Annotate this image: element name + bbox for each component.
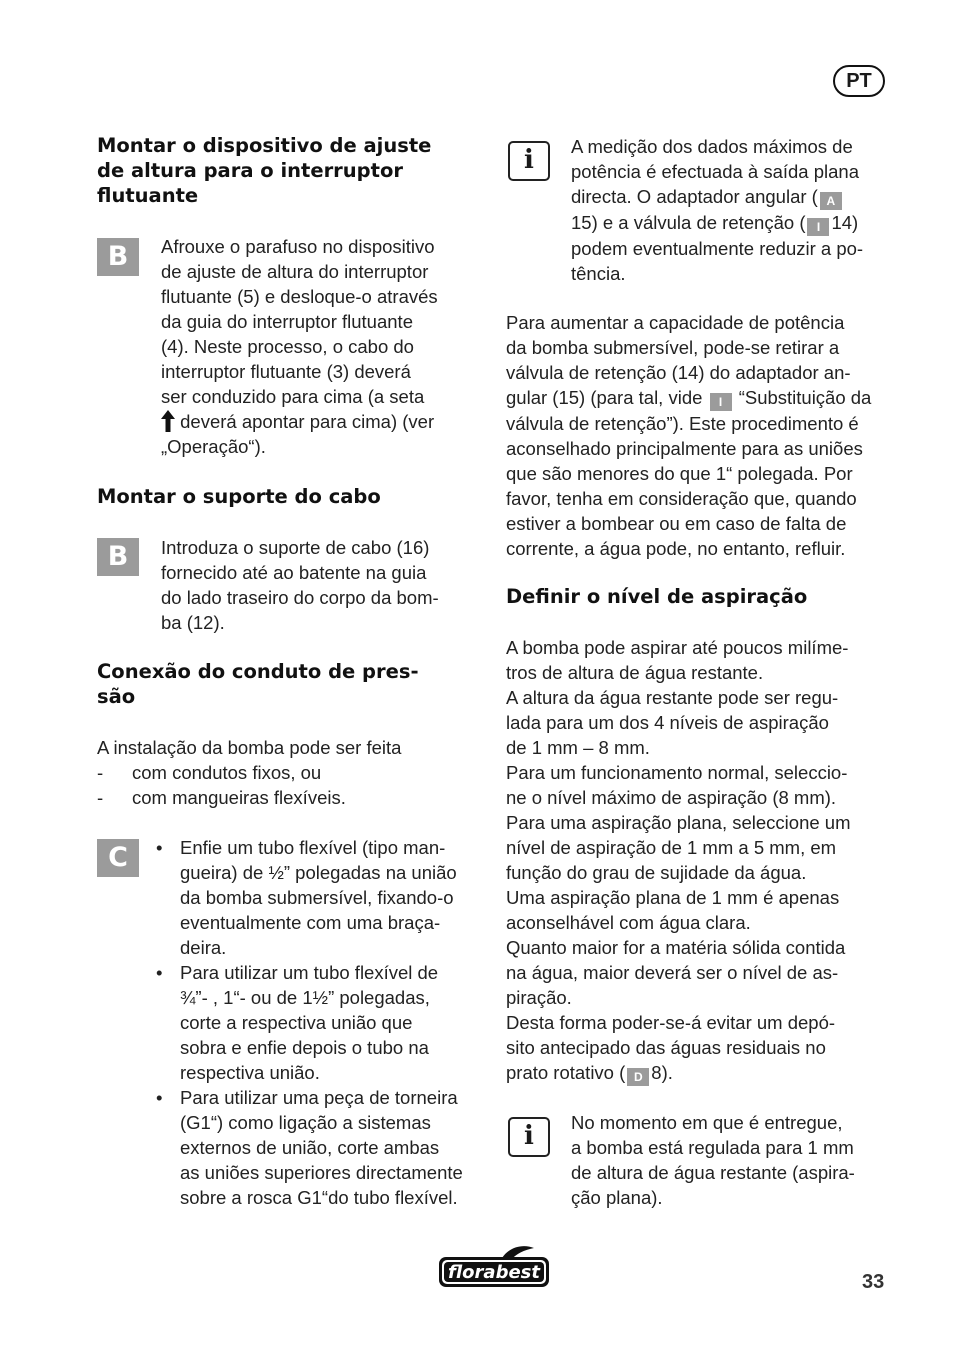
text-line: corrente, a água pode, no entanto, refluir. (506, 538, 846, 559)
logo-text: florabest (448, 1262, 540, 1283)
text-line: • Para utilizar um tubo flexível de (180, 962, 439, 983)
dash-marker: - (97, 787, 104, 808)
text-line: válvula de retenção (14) do adaptador an- (506, 362, 851, 383)
bullet-list (156, 835, 486, 1210)
text-line: favor, tenha em consideração que, quando (506, 488, 857, 509)
heading-line: Montar o dispositivo de ajuste (97, 134, 432, 157)
text-line: válvula de retenção”). Este procedimento é (506, 413, 859, 434)
text-line (161, 409, 481, 434)
heading-line: são (97, 685, 136, 708)
text-line: ba (12). (161, 612, 225, 633)
text-line: Afrouxe o parafuso no dispositivo (161, 236, 435, 257)
text-line: ser conduzido para cima (a seta (161, 386, 425, 407)
text-line (506, 1060, 896, 1086)
text-line: aconselhado principalmente para as uniões (506, 438, 863, 459)
figure-ref-box-b: B (97, 538, 139, 576)
text-line: sobra e enfie depois o tubo na (180, 1037, 429, 1058)
text-line: A instalação da bomba pode ser feita (97, 737, 402, 758)
text-line: piração. (506, 987, 572, 1008)
dash-marker: - (97, 762, 104, 783)
dash-list-item (97, 785, 487, 810)
text-line: No momento em que é entregue, (571, 1112, 843, 1133)
text-line: deira. (180, 937, 227, 958)
text-line: • Enfie um tubo flexível (tipo man- (180, 837, 446, 858)
figure-ref-i: I (807, 218, 829, 236)
florabest-logo (436, 1244, 552, 1290)
figure-ref-i: I (710, 393, 732, 411)
text-span: prato rotativo ( (506, 1062, 626, 1083)
text-line: • Para utilizar uma peça de torneira (180, 1087, 458, 1108)
text-span: deverá apontar para cima) (ver (175, 411, 435, 432)
section-heading-height-adjust (97, 133, 487, 208)
text-line: sobre a rosca G1“do tubo flexível. (180, 1187, 458, 1208)
heading-line: de altura para o interruptor (97, 159, 403, 182)
paragraph-capacity (506, 310, 896, 561)
page-number: 33 (862, 1271, 885, 1293)
text-line: Introduza o suporte de cabo (16) (161, 537, 430, 558)
dash-list-item (97, 760, 487, 785)
up-arrow-icon (161, 410, 175, 432)
text-line: função do grau de sujidade da água. (506, 862, 807, 883)
text-line: interruptor flutuante (3) deverá (161, 361, 411, 382)
installation-intro (97, 735, 487, 810)
text-span: 8). (651, 1062, 673, 1083)
info-note-delivery (571, 1110, 891, 1210)
text-line: do lado traseiro do corpo da bom- (161, 587, 439, 608)
paragraph-cable-holder (161, 535, 481, 635)
text-line: tros de altura de água restante. (506, 662, 764, 683)
text-line (571, 184, 891, 210)
text-span: 15) e a válvula de retenção ( (571, 212, 806, 233)
text-line: ¾”- , 1“- ou de 1½” polegadas, (180, 987, 430, 1008)
heading-line: Conexão do conduto de pres- (97, 660, 419, 683)
text-span: com mangueiras flexíveis. (132, 787, 346, 808)
text-span: directa. O adaptador angular ( (571, 186, 818, 207)
text-line: Para um funcionamento normal, seleccio- (506, 762, 848, 783)
bullet-item (156, 1085, 486, 1210)
text-line: tência. (571, 263, 626, 284)
text-line: da bomba submersível, fixando-o (180, 887, 454, 908)
text-line: de ajuste de altura do interruptor (161, 261, 429, 282)
info-icon: i (508, 141, 550, 181)
language-badge: PT (833, 65, 885, 97)
text-line: (G1“) como ligação a sistemas (180, 1112, 431, 1133)
info-icon: i (508, 1117, 550, 1157)
info-note-measurement (571, 134, 891, 286)
text-line: A medição dos dados máximos de (571, 136, 853, 157)
text-line: externos de união, corte ambas (180, 1137, 440, 1158)
text-span: 14) (831, 212, 859, 233)
text-line: gueira) de ½” polegadas na união (180, 862, 457, 883)
text-line: „Operação“). (161, 436, 266, 457)
text-line: corte a respectiva união que (180, 1012, 413, 1033)
text-line: fornecido até ao batente na guia (161, 562, 427, 583)
heading-line: flutuante (97, 184, 199, 207)
text-line: nível de aspiração de 1 mm a 5 mm, em (506, 837, 837, 858)
text-line (506, 385, 896, 411)
text-line: Quanto maior for a matéria sólida contida (506, 937, 846, 958)
text-line: ção plana). (571, 1187, 663, 1208)
section-heading-pressure-line (97, 659, 487, 709)
text-line: de 1 mm – 8 mm. (506, 737, 650, 758)
text-line: (4). Neste processo, o cabo do (161, 336, 414, 357)
text-line: Para aumentar a capacidade de potência (506, 312, 845, 333)
text-span: “Substituição da (738, 387, 872, 408)
text-line: flutuante (5) e desloque-o através (161, 286, 438, 307)
text-line: estiver a bombear ou em caso de falta de (506, 513, 847, 534)
text-line: as uniões superiores directamente (180, 1162, 463, 1183)
figure-ref-d: D (627, 1068, 649, 1086)
figure-ref-box-c: C (97, 839, 139, 877)
section-heading-cable-holder: Montar o suporte do cabo (97, 485, 381, 508)
text-line: aconselhável com água clara. (506, 912, 751, 933)
text-line: lada para um dos 4 níveis de aspiração (506, 712, 829, 733)
section-heading-suction-level: Definir o nível de aspiração (506, 585, 808, 608)
figure-ref-box-b: B (97, 238, 139, 276)
figure-ref-a: A (820, 192, 842, 210)
text-span: gular (15) (para tal, vide (506, 387, 703, 408)
paragraph-suction-level (506, 635, 896, 1086)
text-line: A bomba pode aspirar até poucos milíme- (506, 637, 849, 658)
text-line: da bomba submersível, pode-se retirar a (506, 337, 840, 358)
text-line: da guia do interruptor flutuante (161, 311, 413, 332)
text-line: Para uma aspiração plana, seleccione um (506, 812, 851, 833)
text-line: a bomba está regulada para 1 mm (571, 1137, 854, 1158)
text-line: Uma aspiração plana de 1 mm é apenas (506, 887, 840, 908)
text-line: potência é efectuada à saída plana (571, 161, 860, 182)
text-span: com condutos fixos, ou (132, 762, 322, 783)
bullet-item (156, 835, 486, 960)
text-line (571, 210, 891, 236)
logo-graphic (436, 1244, 552, 1290)
text-line: ne o nível máximo de aspiração (8 mm). (506, 787, 837, 808)
text-line: respectiva união. (180, 1062, 320, 1083)
paragraph-height-adjust (161, 234, 481, 459)
text-line: A altura da água restante pode ser regu- (506, 687, 839, 708)
text-line: sito antecipado das águas residuais no (506, 1037, 826, 1058)
text-line: na água, maior deverá ser o nível de as- (506, 962, 839, 983)
text-line: podem eventualmente reduzir a po- (571, 238, 864, 259)
text-line: de altura de água restante (aspira- (571, 1162, 855, 1183)
text-line: que são menores do que 1“ polegada. Por (506, 463, 853, 484)
text-line: Desta forma poder-se-á evitar um depó- (506, 1012, 836, 1033)
text-line: eventualmente com uma braça- (180, 912, 441, 933)
bullet-item (156, 960, 486, 1085)
